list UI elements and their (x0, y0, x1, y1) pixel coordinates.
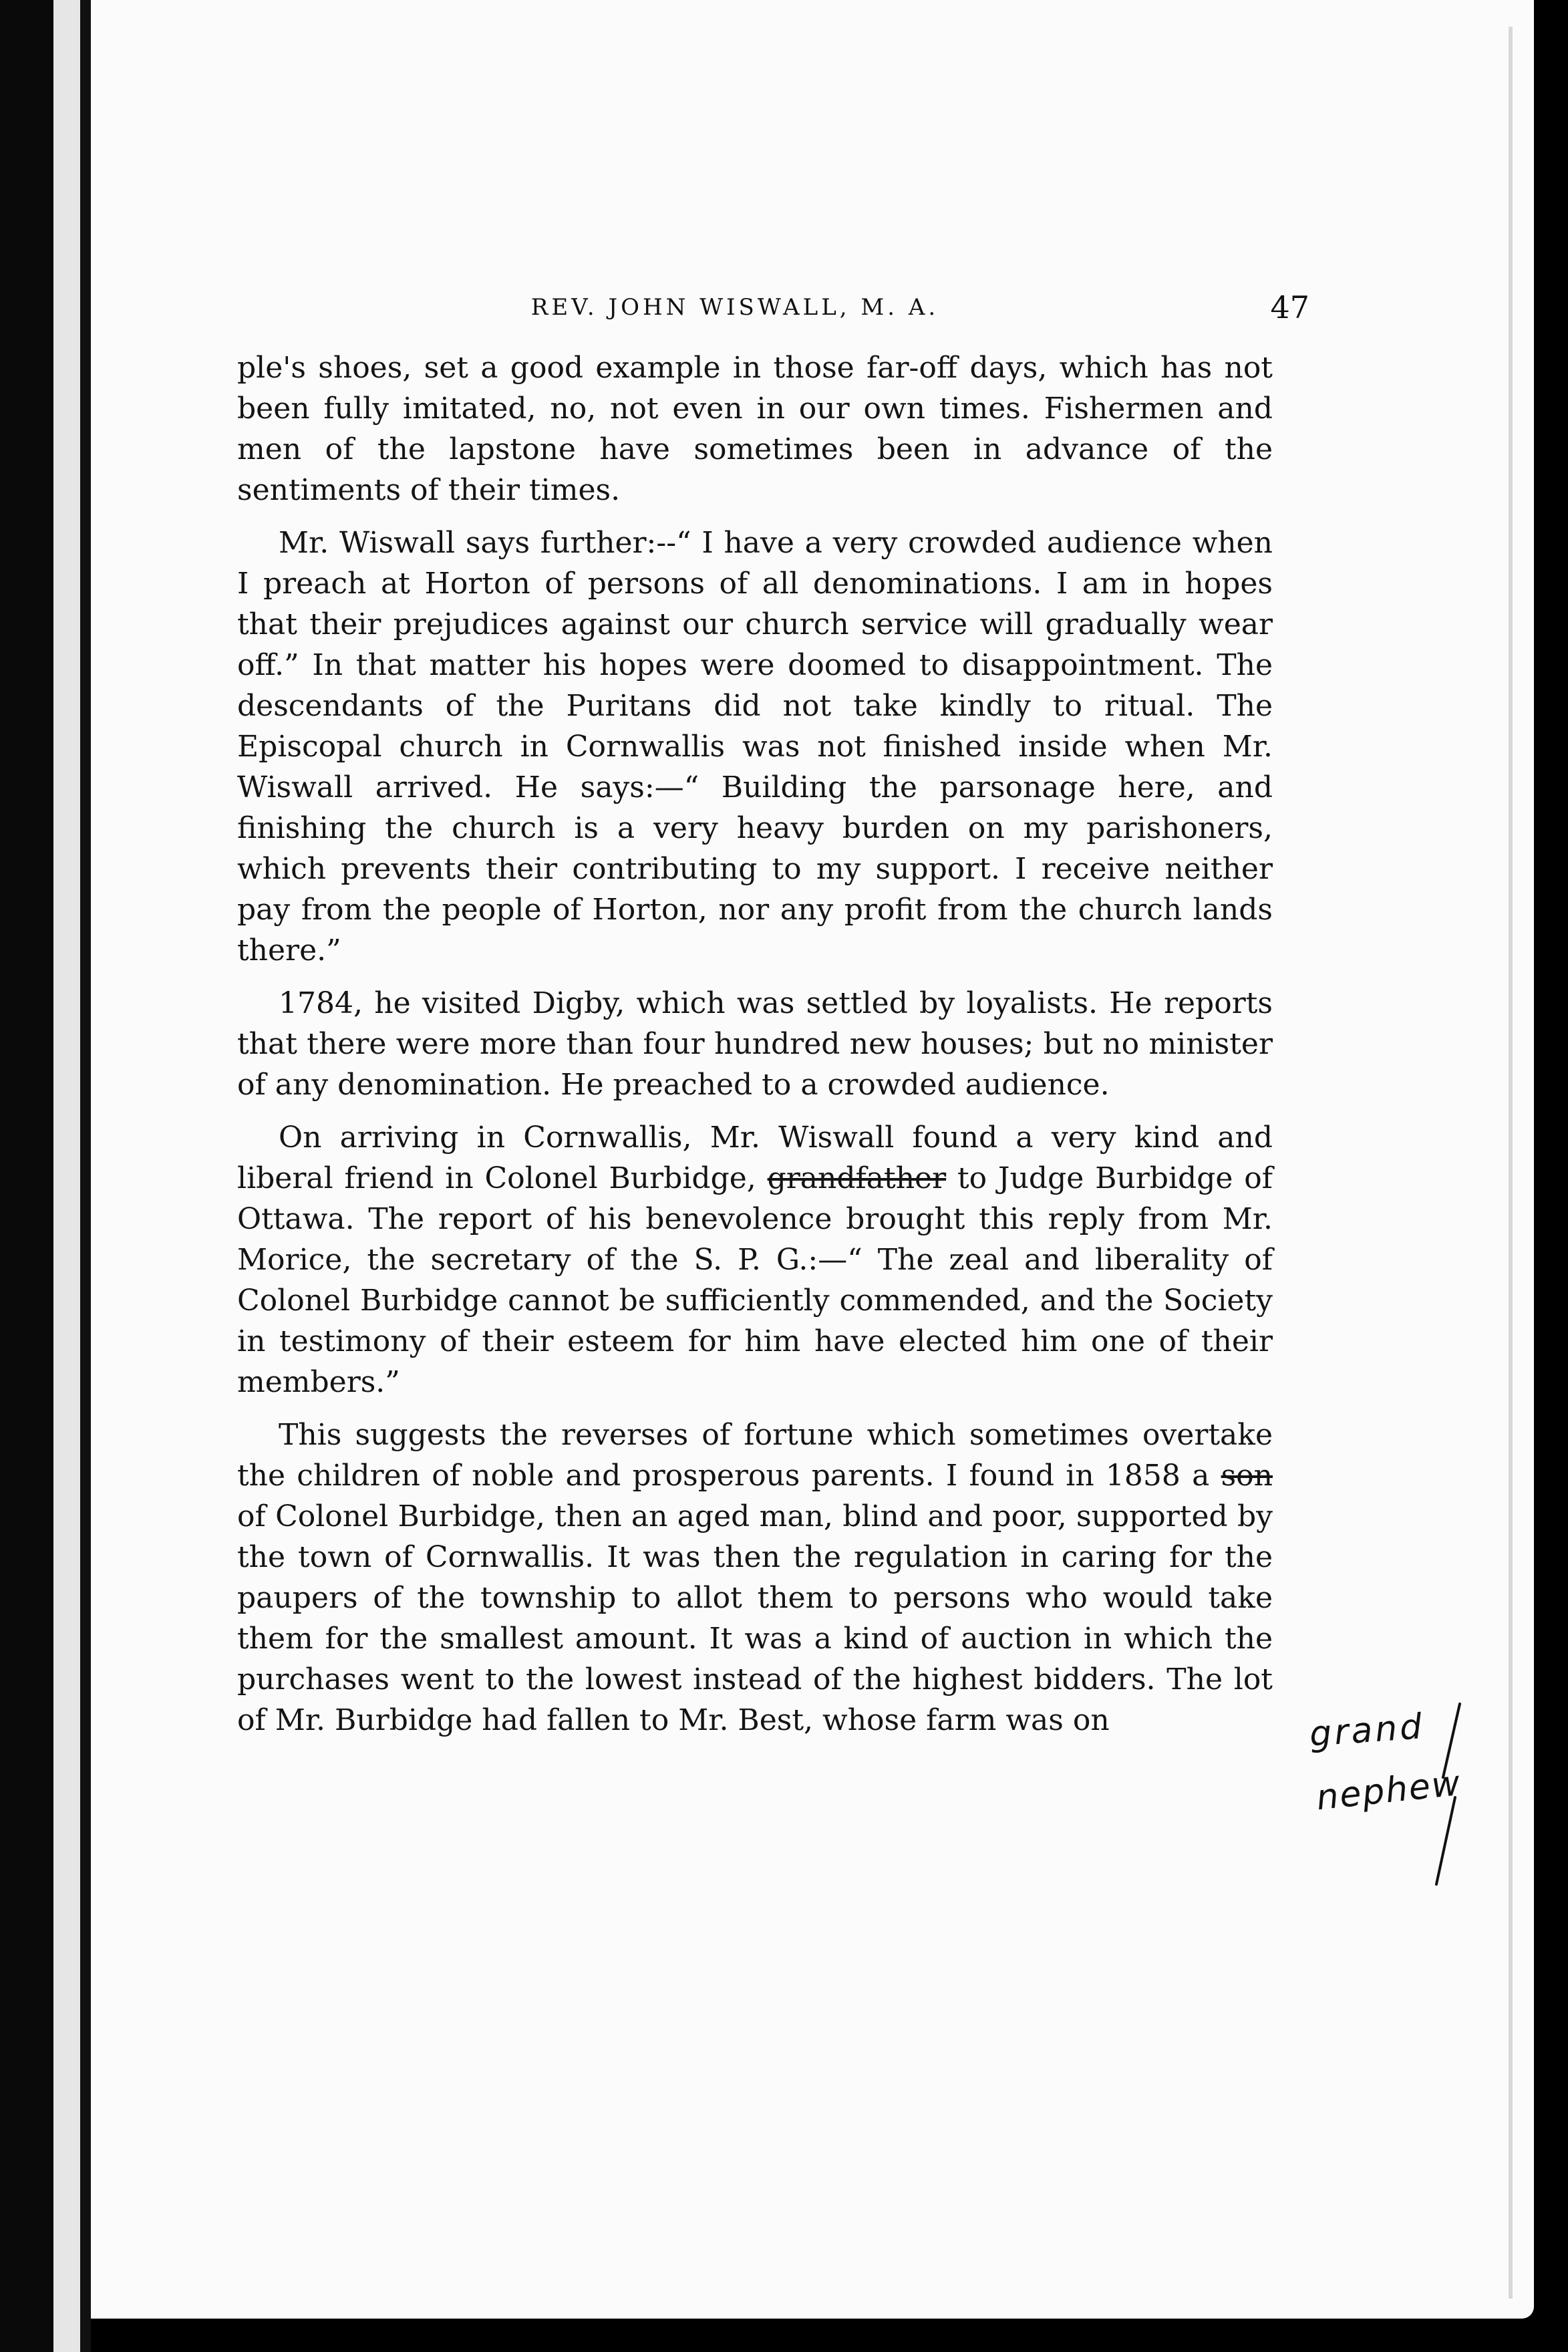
paragraph-5-text-after: of Colonel Burbidge, then an aged man, blind and poor, supported by the town of Cornwallis. It was then the regulation in caring for the paupers of the township to allot them to persons who would take them for the smallest amount. It was a kind of auction in which the purchases went to the lowest instead of the highest bidders. The lot of Mr. Burbidge had fallen to Mr. Best, whose farm was on (237, 1499, 1273, 1737)
paragraph-1: ple's shoes, set a good example in those far-off days, which has not been fully imitated, no, not even in our own times. Fishermen and men of the lapstone have sometimes been in advance of the sentiments of their times. (237, 351, 1273, 507)
page-edge-fold (1509, 27, 1513, 2299)
paragraph-4-text-after: to Judge Burbidge of Ottawa. The report of his benevolence brought this reply from Mr. Morice, the secretary of the S. P. G.:—“ The zeal and liberality of Colonel Burbidge cannot be sufficiently commended, and the Society in testimony of their esteem for him have elected him one of their members.” (237, 1161, 1273, 1399)
body-text (237, 347, 1273, 1753)
margin-note-line-2: nephew (1314, 1763, 1463, 1819)
paragraph-4 (237, 1117, 1273, 1403)
paragraph-3: 1784, he visited Digby, which was settled by loyalists. He reports that there were more than four hundred new houses; but no minister of any denomination. He preached to a crowded audience. (237, 986, 1273, 1102)
struck-word-grandfather: grandfather (767, 1161, 947, 1195)
paragraph-5-text-before: This suggests the reverses of fortune which sometimes overtake the children of noble and prosperous parents. I found in 1858 a (237, 1418, 1273, 1493)
scan-right-border (1534, 0, 1568, 2352)
page-header (281, 284, 1309, 331)
paragraph-2: Mr. Wiswall says further:--“ I have a very crowded audience when I preach at Horton of persons of all denominations. I am in hopes that their prejudices against our church service will gradually wear off.” In that matter his hopes were doomed to disappointment. The descendants of the Puritans did not take kindly to ritual. The Episcopal church in Cornwallis was not finished inside when Mr. Wiswall arrived. He says:—“ Building the parsonage here, and finishing the church is a very heavy burden on my parishoners, which prevents their contributing to my support. I receive neither pay from the people of Horton, nor any profit from the church lands there.” (237, 526, 1273, 968)
book-spine (53, 0, 80, 2352)
paragraph-4-text-before: On arriving in Cornwallis, Mr. Wiswall found a very kind and liberal friend in Colonel Burbidge, (237, 1121, 1273, 1195)
scan-left-border (0, 0, 53, 2352)
margin-pen-stroke (1396, 1697, 1476, 1898)
paragraph-5 (237, 1415, 1273, 1741)
spine-shadow (80, 0, 91, 2352)
struck-word-son: son (1221, 1459, 1273, 1493)
margin-note-line-1: grand (1308, 1707, 1426, 1755)
page-number: 47 (1270, 289, 1309, 325)
running-head: REV. JOHN WISWALL, M. A. (530, 294, 939, 321)
